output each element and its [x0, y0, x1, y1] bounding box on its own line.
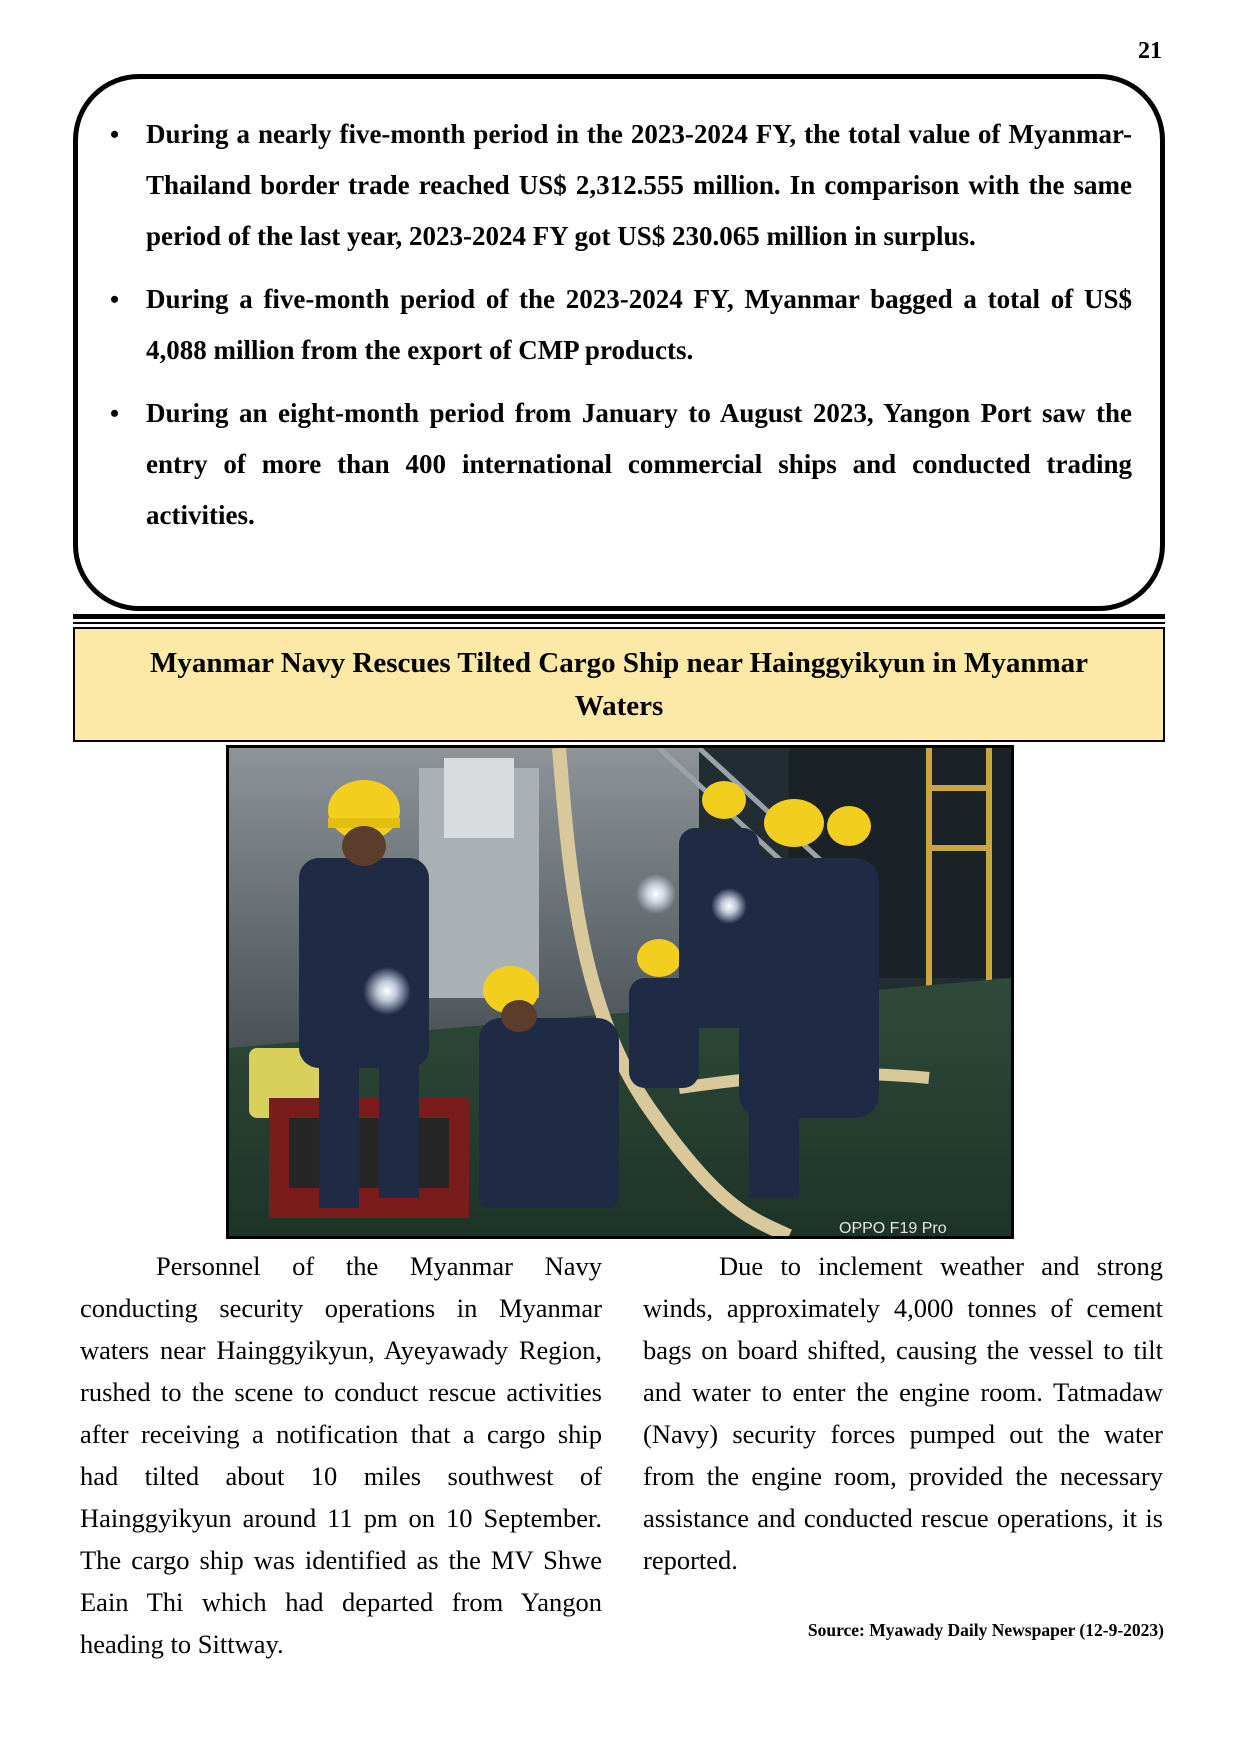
article-paragraph: Personnel of the Myanmar Navy conducting security operations in Myanmar waters near Hainggyikyun, Ayeyawady Region, rushed to the scene to conduct rescue activities after receiving a notification that a cargo ship had tilted about 10 miles southwest of Hainggyikyun around 11 pm on 10 September. The cargo ship was identified as the MV Shwe Eain Thi which had departed from Yangon heading to Sittway.: [80, 1251, 602, 1659]
summary-bullet-list: [146, 109, 1132, 553]
section-divider-thick: [73, 614, 1165, 619]
headline-box: [73, 627, 1165, 742]
summary-box: [73, 74, 1165, 611]
article-column-left: [80, 1245, 602, 1665]
article-headline: Myanmar Navy Rescues Tilted Cargo Ship near Hainggyikyun in Myanmar Waters: [149, 646, 1089, 722]
summary-bullet: • During a nearly five-month period in the 2023-2024 FY, the total value of Myanmar-Thailand border trade reached US$ 2,312.555 million. In comparison with the same period of the last year, 2023-2024 FY got US$ 230.065 million in surplus.: [146, 109, 1132, 262]
article-photo: [226, 745, 1014, 1239]
article-source: Source: Myawady Daily Newspaper (12-9-2023): [807, 1620, 1164, 1640]
article-column-right: [643, 1245, 1163, 1581]
summary-bullet: • During a five-month period of the 2023-2024 FY, Myanmar bagged a total of US$ 4,088 million from the export of CMP products.: [146, 274, 1132, 376]
article-paragraph: Due to inclement weather and strong winds, approximately 4,000 tonnes of cement bags on board shifted, causing the vessel to tilt and water to enter the engine room. Tatmadaw (Navy) security forces pumped out the water from the engine room, provided the necessary assistance and conducted rescue operations, it is reported.: [643, 1251, 1163, 1575]
section-divider-thin: [73, 622, 1165, 624]
page-number: 21: [1138, 38, 1162, 64]
summary-bullet: • During an eight-month period from January to August 2023, Yangon Port saw the entry of more than 400 international commercial ships and conducted trading activities.: [146, 388, 1132, 541]
engine-room-scene-illustration: [229, 748, 1011, 1236]
photo-watermark: OPPO F19 Pro: [839, 1220, 947, 1236]
